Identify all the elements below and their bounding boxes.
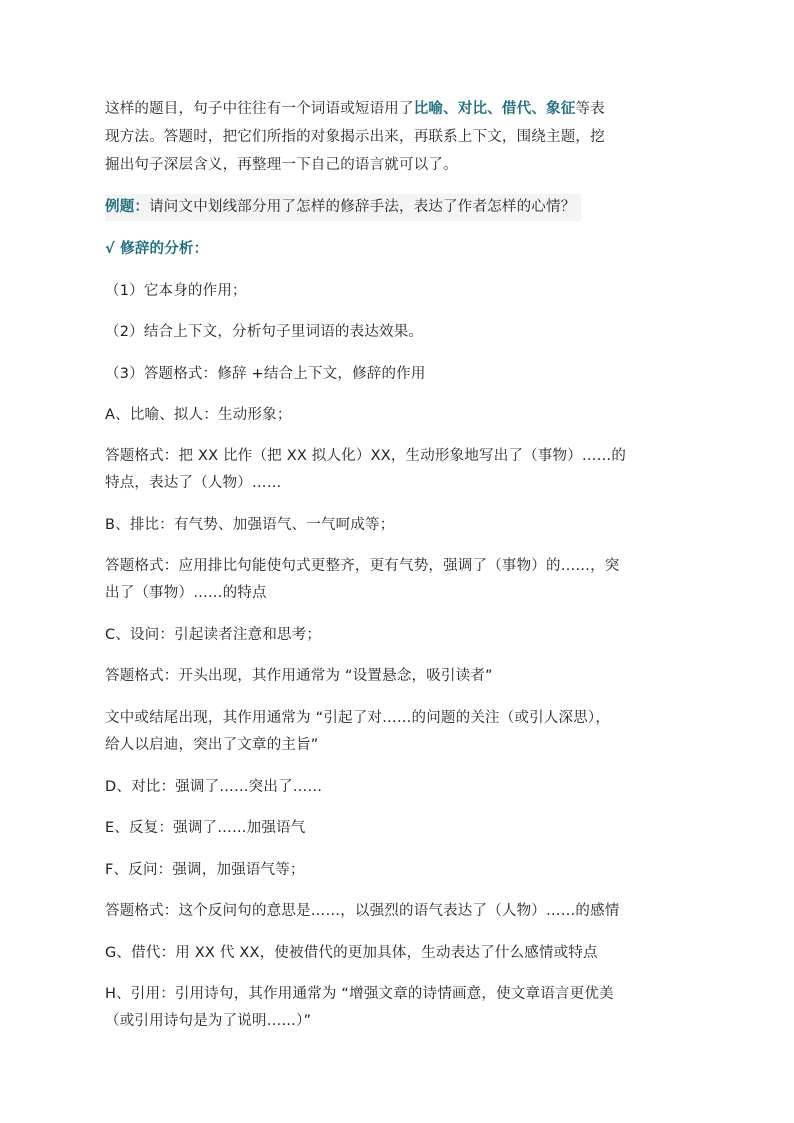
item-f-format: 答题格式：这个反问句的意思是……，以强烈的语气表达了（人物）……的感情 [105,903,620,919]
intro-line-2: 现方法。答题时，把它们所指的对象揭示出来，再联系上下文，围绕主题，挖 [105,129,605,145]
item-b-title: B、排比：有气势、加强语气、一气呵成等； [105,517,395,533]
highlight-metaphor: 比喻 [413,101,444,117]
item-b-format-1: 答题格式：应用排比句能使句式更整齐，更有气势，强调了（事物）的……，突 [105,558,620,574]
item-c-format-2: 文中或结尾出现，其作用通常为 “引起了对……的问题的关注（或引人深思）， [105,710,611,726]
item-d-title: D、对比：强调了……突出了…… [105,779,323,795]
intro-line-3: 掘出句子深层含义，再整理一下自己的语言就可以了。 [105,157,458,173]
item-a-title: A、比喻、拟人：生动形象； [105,407,292,423]
item-e-title: E、反复：强调了……加强语气 [105,820,306,836]
intro-text: 等表 [575,101,605,117]
item-g-title: G、借代：用 XX 代 XX，使被借代的更加具体，生动表达了什么感情或特点 [105,945,598,961]
point-3: （3）答题格式：修辞 +结合上下文，修辞的作用 [105,366,426,382]
highlight-sep: 、 [487,101,502,117]
example-question [105,194,709,221]
item-f-title: F、反问：强调，加强语气等； [105,862,305,878]
example-text: 请问文中划线部分用了怎样的修辞手法，表达了作者怎样的心情？ [149,199,576,215]
point-1: （1）它本身的作用； [105,283,247,299]
highlight-metonymy: 借代 [501,101,532,117]
highlight-sep: 、 [531,101,547,117]
example-label: 例题： [105,199,150,215]
example-box [105,194,581,221]
point-2: （2）结合上下文，分析句子里词语的表达效果。 [105,324,424,340]
highlight-symbolism: 象征 [546,101,576,117]
item-a-format-1: 答题格式：把 XX 比作（把 XX 拟人化）XX，生动形象地写出了（事物）……的 [105,448,627,464]
intro-text: 这样的题目，句子中往往有一个词语或短语用了 [105,101,414,117]
item-b-format-2: 出了（事物）……的特点 [105,585,267,601]
item-a-format-2: 特点，表达了（人物）…… [105,475,282,491]
item-h-format-2: （或引用诗句是为了说明……）” [105,1013,312,1029]
highlight-contrast: 对比 [457,101,488,117]
highlight-sep: 、 [443,101,458,117]
intro-line-1 [105,96,709,123]
section-title: √ 修辞的分析： [105,241,209,257]
item-h-format-1: H、引用：引用诗句，其作用通常为 “增强文章的诗情画意，使文章语言更优美 [105,986,614,1002]
item-c-format-1: 答题格式：开头出现，其作用通常为 “设置悬念，吸引读者” [105,668,493,684]
item-c-title: C、设问：引起读者注意和思考； [105,627,322,643]
item-c-format-3: 给人以启迪，突出了文章的主旨” [105,737,319,753]
